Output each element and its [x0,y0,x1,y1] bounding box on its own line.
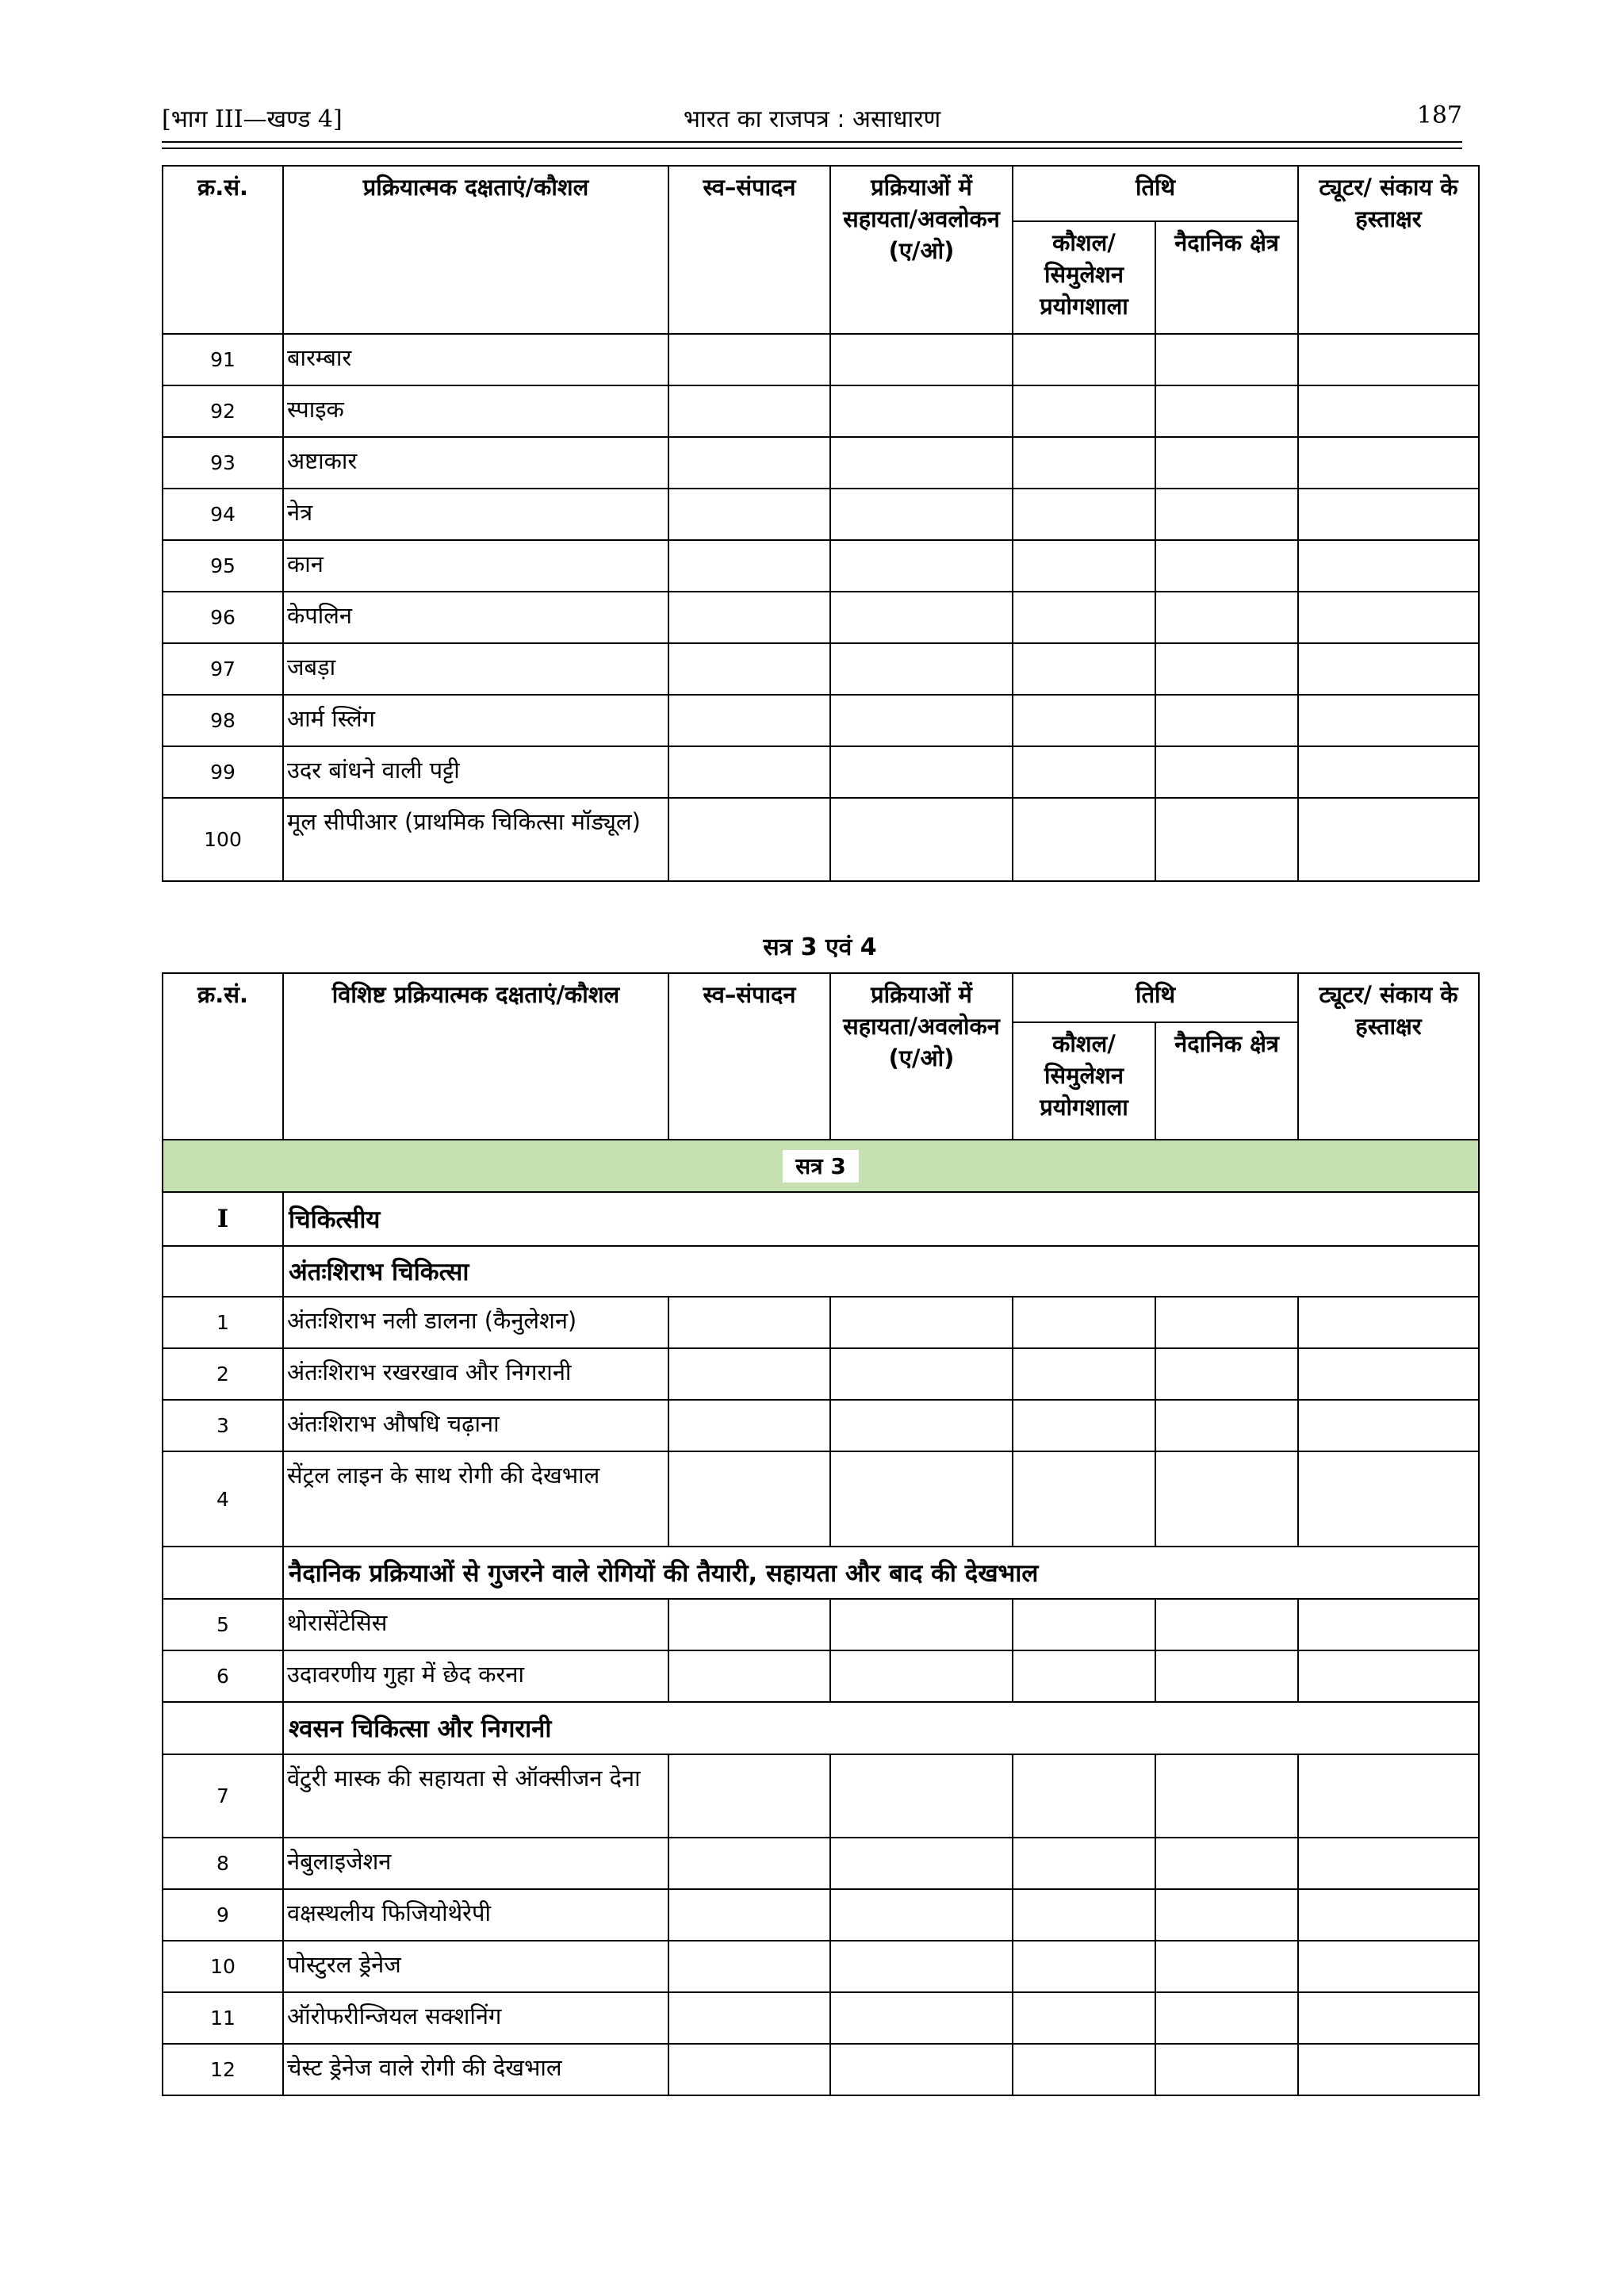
col-header-assist: प्रक्रियाओं में सहायता/अवलोकन (ए/ओ) [830,973,1013,1140]
self-performed-cell[interactable] [668,2044,830,2095]
assisted-observed-cell[interactable] [830,1451,1013,1547]
subsection-iv-therapy: अंतःशिराभ चिकित्सा [283,1246,1479,1297]
table-row [163,1400,1479,1451]
row-number: 2 [163,1348,283,1400]
skill-name: सेंट्रल लाइन के साथ रोगी की देखभाल [283,1451,668,1547]
signature-cell[interactable] [1298,1297,1479,1348]
date-lab-cell[interactable] [1013,489,1155,540]
skill-name: वेंटुरी मास्क की सहायता से ऑक्सीजन देना [283,1754,668,1838]
self-performed-cell[interactable] [668,643,830,695]
row-number: 98 [163,695,283,746]
table-row [163,746,1479,798]
date-lab-cell[interactable] [1013,695,1155,746]
row-number: 99 [163,746,283,798]
row-number: 4 [163,1451,283,1547]
table-row [163,1941,1479,1992]
row-number: 8 [163,1838,283,1889]
table-row [163,1838,1479,1889]
self-performed-cell[interactable] [668,1650,830,1702]
row-number: 94 [163,489,283,540]
self-performed-cell[interactable] [668,489,830,540]
table-row [163,1889,1479,1941]
date-lab-cell[interactable] [1013,1400,1155,1451]
page-number: 187 [1416,102,1462,129]
date-clinical-cell[interactable] [1155,695,1298,746]
col-header-lab: कौशल/ सिमुलेशन प्रयोगशाला [1013,221,1155,334]
row-number: 3 [163,1400,283,1451]
skill-name: नेबुलाइजेशन [283,1838,668,1889]
skill-name: उदर बांधने वाली पट्टी [283,746,668,798]
date-clinical-cell[interactable] [1155,1992,1298,2044]
assisted-observed-cell[interactable] [830,1599,1013,1650]
date-clinical-cell[interactable] [1155,334,1298,385]
assisted-observed-cell[interactable] [830,1348,1013,1400]
col-header-skill: प्रक्रियात्मक दक्षताएं/कौशल [283,166,668,334]
date-lab-cell[interactable] [1013,1650,1155,1702]
row-number: 91 [163,334,283,385]
skill-name: बारम्बार [283,334,668,385]
subsection-row [163,1246,1479,1297]
skill-name: वक्षस्थलीय फिजियोथेरेपी [283,1889,668,1941]
date-clinical-cell[interactable] [1155,540,1298,592]
date-lab-cell[interactable] [1013,643,1155,695]
date-lab-cell[interactable] [1013,437,1155,489]
row-number: 92 [163,385,283,437]
self-performed-cell[interactable] [668,437,830,489]
assisted-observed-cell[interactable] [830,489,1013,540]
col-header-clinical: नैदानिक क्षेत्र [1155,221,1298,334]
assisted-observed-cell[interactable] [830,1297,1013,1348]
assisted-observed-cell[interactable] [830,1650,1013,1702]
col-header-lab: कौशल/ सिमुलेशन प्रयोगशाला [1013,1022,1155,1140]
self-performed-cell[interactable] [668,334,830,385]
skill-name: ऑरोफरीन्जियल सक्शनिंग [283,1992,668,2044]
date-lab-cell[interactable] [1013,1348,1155,1400]
table-row [163,2044,1479,2095]
date-clinical-cell[interactable] [1155,1400,1298,1451]
skill-name: जबड़ा [283,643,668,695]
section-roman: I [163,1192,283,1246]
date-lab-cell[interactable] [1013,1889,1155,1941]
subsection-row [163,1547,1479,1599]
date-clinical-cell[interactable] [1155,1941,1298,1992]
assisted-observed-cell[interactable] [830,334,1013,385]
table-row [163,1451,1479,1547]
table-row [163,1650,1479,1702]
signature-cell[interactable] [1298,1348,1479,1400]
skill-name: अष्टाकार [283,437,668,489]
date-lab-cell[interactable] [1013,746,1155,798]
header-rule-bottom [162,148,1462,149]
signature-cell[interactable] [1298,643,1479,695]
signature-cell[interactable] [1298,1992,1479,2044]
date-lab-cell[interactable] [1013,385,1155,437]
date-lab-cell[interactable] [1013,334,1155,385]
table-row [163,437,1479,489]
self-performed-cell[interactable] [668,1941,830,1992]
assisted-observed-cell[interactable] [830,540,1013,592]
date-lab-cell[interactable] [1013,1754,1155,1838]
skill-name: कान [283,540,668,592]
row-number: 97 [163,643,283,695]
signature-cell[interactable] [1298,489,1479,540]
date-clinical-cell[interactable] [1155,798,1298,881]
col-header-self: स्व–संपादन [668,973,830,1140]
date-clinical-cell[interactable] [1155,1889,1298,1941]
assisted-observed-cell[interactable] [830,643,1013,695]
procedures-table-2 [162,972,1480,2096]
date-clinical-cell[interactable] [1155,489,1298,540]
part-section-label: [भाग III—खण्ड 4] [162,105,343,133]
signature-cell[interactable] [1298,1400,1479,1451]
table-row [163,1297,1479,1348]
signature-cell[interactable] [1298,695,1479,746]
table-row [163,643,1479,695]
skill-name: केपलिन [283,592,668,643]
signature-cell[interactable] [1298,1650,1479,1702]
signature-cell[interactable] [1298,1754,1479,1838]
self-performed-cell[interactable] [668,385,830,437]
date-clinical-cell[interactable] [1155,1838,1298,1889]
signature-cell[interactable] [1298,1451,1479,1547]
col-header-sign: ट्यूटर/ संकाय के हस्ताक्षर [1298,973,1479,1140]
row-number: 95 [163,540,283,592]
section-row [163,1192,1479,1246]
self-performed-cell[interactable] [668,798,830,881]
date-lab-cell[interactable] [1013,1838,1155,1889]
skill-name: अंतःशिराभ औषधि चढ़ाना [283,1400,668,1451]
date-clinical-cell[interactable] [1155,1650,1298,1702]
signature-cell[interactable] [1298,540,1479,592]
self-performed-cell[interactable] [668,1599,830,1650]
date-clinical-cell[interactable] [1155,2044,1298,2095]
col-header-skill: विशिष्ट प्रक्रियात्मक दक्षताएं/कौशल [283,973,668,1140]
self-performed-cell[interactable] [668,1838,830,1889]
table-row [163,540,1479,592]
assisted-observed-cell[interactable] [830,798,1013,881]
skill-name: नेत्र [283,489,668,540]
signature-cell[interactable] [1298,437,1479,489]
table-row [163,1754,1479,1838]
date-clinical-cell[interactable] [1155,746,1298,798]
skill-name: अंतःशिराभ रखरखाव और निगरानी [283,1348,668,1400]
date-clinical-cell[interactable] [1155,1348,1298,1400]
skill-name: मूल सीपीआर (प्राथमिक चिकित्सा मॉड्यूल) [283,798,668,881]
skill-name: आर्म स्लिंग [283,695,668,746]
table-row [163,489,1479,540]
self-performed-cell[interactable] [668,746,830,798]
signature-cell[interactable] [1298,1889,1479,1941]
page-header [162,102,1462,143]
signature-cell[interactable] [1298,1599,1479,1650]
header-rule-top [162,141,1462,143]
table-row [163,1992,1479,2044]
self-performed-cell[interactable] [668,1400,830,1451]
self-performed-cell[interactable] [668,592,830,643]
col-header-self: स्व–संपादन [668,166,830,334]
assisted-observed-cell[interactable] [830,437,1013,489]
self-performed-cell[interactable] [668,1451,830,1547]
skill-name: अंतःशिराभ नली डालना (कैनुलेशन) [283,1297,668,1348]
date-lab-cell[interactable] [1013,2044,1155,2095]
date-clinical-cell[interactable] [1155,437,1298,489]
date-lab-cell[interactable] [1013,540,1155,592]
signature-cell[interactable] [1298,1941,1479,1992]
row-number: 11 [163,1992,283,2044]
date-clinical-cell[interactable] [1155,643,1298,695]
skill-name: पोस्टुरल ड्रेनेज [283,1941,668,1992]
date-clinical-cell[interactable] [1155,1599,1298,1650]
table-row [163,1348,1479,1400]
session-heading: सत्र 3 एवं 4 [763,933,877,961]
table-row [163,798,1479,881]
table-row [163,1599,1479,1650]
session-3-row [163,1140,1479,1192]
signature-cell[interactable] [1298,746,1479,798]
subsection-row [163,1702,1479,1754]
row-number: 93 [163,437,283,489]
table-row [163,592,1479,643]
assisted-observed-cell[interactable] [830,1992,1013,2044]
col-header-sn: क्र.सं. [163,973,283,1140]
date-clinical-cell[interactable] [1155,1297,1298,1348]
procedures-table-1 [162,165,1480,882]
date-clinical-cell[interactable] [1155,1451,1298,1547]
self-performed-cell[interactable] [668,1754,830,1838]
self-performed-cell[interactable] [668,540,830,592]
signature-cell[interactable] [1298,592,1479,643]
row-number: 12 [163,2044,283,2095]
date-clinical-cell[interactable] [1155,592,1298,643]
assisted-observed-cell[interactable] [830,1400,1013,1451]
section-title: चिकित्सीय [283,1192,1479,1246]
self-performed-cell[interactable] [668,1297,830,1348]
row-number: 5 [163,1599,283,1650]
col-header-date: तिथि [1013,973,1298,1022]
col-header-sign: ट्यूटर/ संकाय के हस्ताक्षर [1298,166,1479,334]
assisted-observed-cell[interactable] [830,385,1013,437]
assisted-observed-cell[interactable] [830,592,1013,643]
date-lab-cell[interactable] [1013,1599,1155,1650]
self-performed-cell[interactable] [668,1348,830,1400]
table-row [163,334,1479,385]
row-number: 6 [163,1650,283,1702]
date-lab-cell[interactable] [1013,1451,1155,1547]
table-row [163,385,1479,437]
row-number: 10 [163,1941,283,1992]
assisted-observed-cell[interactable] [830,1838,1013,1889]
date-lab-cell[interactable] [1013,592,1155,643]
date-lab-cell[interactable] [1013,1941,1155,1992]
assisted-observed-cell[interactable] [830,1889,1013,1941]
self-performed-cell[interactable] [668,1889,830,1941]
signature-cell[interactable] [1298,334,1479,385]
skill-name: स्पाइक [283,385,668,437]
signature-cell[interactable] [1298,2044,1479,2095]
date-clinical-cell[interactable] [1155,1754,1298,1838]
signature-cell[interactable] [1298,798,1479,881]
col-header-sn: क्र.सं. [163,166,283,334]
row-number: 1 [163,1297,283,1348]
date-clinical-cell[interactable] [1155,385,1298,437]
subsection-respiratory: श्वसन चिकित्सा और निगरानी [283,1702,1479,1754]
row-number: 96 [163,592,283,643]
assisted-observed-cell[interactable] [830,695,1013,746]
assisted-observed-cell[interactable] [830,1754,1013,1838]
session-3-label: सत्र 3 [783,1150,859,1182]
skill-name: थोरासेंटेसिस [283,1599,668,1650]
skill-name: उदावरणीय गुहा में छेद करना [283,1650,668,1702]
col-header-assist: प्रक्रियाओं में सहायता/अवलोकन (ए/ओ) [830,166,1013,334]
col-header-clinical: नैदानिक क्षेत्र [1155,1022,1298,1140]
assisted-observed-cell[interactable] [830,2044,1013,2095]
table-row [163,695,1479,746]
col-header-date: तिथि [1013,166,1298,221]
row-number: 100 [163,798,283,881]
row-number: 7 [163,1754,283,1838]
gazette-title: भारत का राजपत्र : असाधारण [683,105,941,133]
skill-name: चेस्ट ड्रेनेज वाले रोगी की देखभाल [283,2044,668,2095]
signature-cell[interactable] [1298,1838,1479,1889]
self-performed-cell[interactable] [668,695,830,746]
self-performed-cell[interactable] [668,1992,830,2044]
date-lab-cell[interactable] [1013,1297,1155,1348]
assisted-observed-cell[interactable] [830,1941,1013,1992]
assisted-observed-cell[interactable] [830,746,1013,798]
subsection-diagnostic: नैदानिक प्रक्रियाओं से गुजरने वाले रोगियों की तैयारी, सहायता और बाद की देखभाल [283,1547,1479,1599]
date-lab-cell[interactable] [1013,798,1155,881]
row-number: 9 [163,1889,283,1941]
date-lab-cell[interactable] [1013,1992,1155,2044]
signature-cell[interactable] [1298,385,1479,437]
